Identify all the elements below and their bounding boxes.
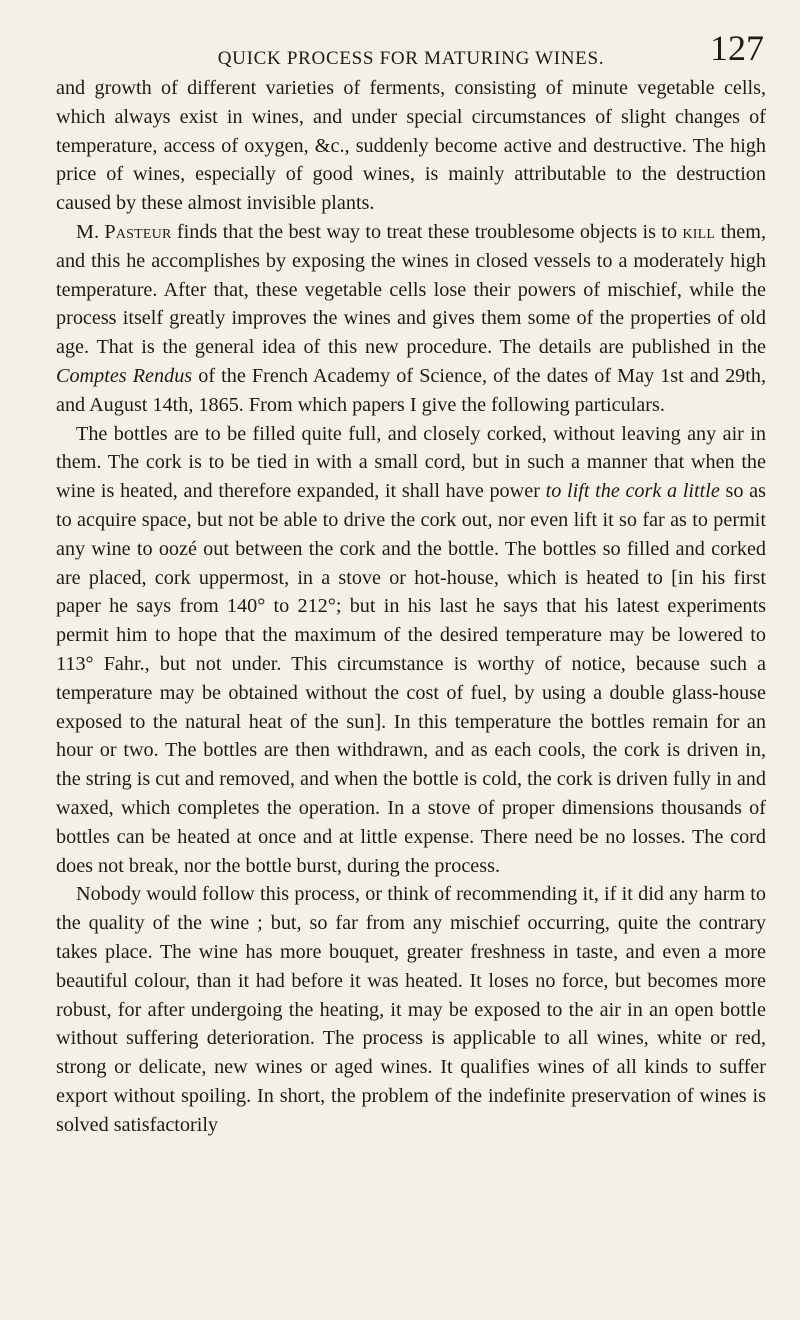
italic-text: to lift the cork a little (545, 480, 720, 503)
text-run: finds that the best way to treat these troublesome objects is to (171, 220, 683, 243)
paragraph (56, 74, 766, 218)
page-number: 127 (710, 28, 764, 68)
body-text (56, 74, 766, 1139)
text-run: The bottles are to be filled quite full, and closely corked, without leaving any air in them. The cork is to be tied in with a small cord, but in such a manner that when the wine is heated, and therefore expanded, it shall have power (56, 422, 766, 503)
small-caps-text: Pasteur (104, 220, 172, 243)
text-run: so as to acquire space, but not be able to drive the cork out, nor even lift it so far as to permit any wine to oozé out between the cork and the bottle. The bottles so filled and corked are placed, cork uppermost, in a stove or hot-house, which is heated to [in his first paper he says from 140° to 212°; but in his last he says that his latest experiments permit him to hope that the maximum of the desired temperature may be lowered to 113° Fahr., but not under. This circumstance is worthy of notice, because such a temperature may be obtained without the cost of fuel, by using a double glass-house exposed to the natural heat of the sun]. In this temperature the bottles remain for an hour or two. The bottles are then withdrawn, and as each cools, the cork is driven in, the string is cut and removed, and when the bottle is cold, the cork is driven fully in and waxed, which completes the operation. In a stove of proper dimensions thousands of bottles can be heated at once and at little expense. There need be no losses. The cord does not break, nor the bottle burst, during the process. (56, 480, 766, 877)
paragraph (56, 218, 766, 420)
paragraph (56, 880, 766, 1139)
text-run: of the French Academy of Science, of the dates of May 1st and 29th, and August 14th, 1865. From which papers I give the following particulars. (56, 364, 767, 416)
page-header (56, 18, 766, 74)
running-title: QUICK PROCESS FOR MATURING WINES. (217, 48, 605, 69)
text-run: Nobody would follow this process, or think of recommending it, if it did any harm to the quality of the wine ; but, so far from any mischief occurring, quite the contrary takes place. The wine has more bouquet, greater freshness in taste, and even a more beautiful colour, than it had before it was heated. It loses no force, but becomes more robust, for after undergoing the heating, it may be exposed to the air in an open bottle without suffering deterioration. The process is applicable to all wines, white or red, strong or delicate, new wines or aged wines. It qualifies wines of all kinds to suffer export without spoiling. In short, the problem of the indefinite preservation of wines is solved satisfactorily (56, 883, 766, 1136)
italic-text: Comptes Rendus (56, 364, 193, 387)
paragraph (56, 420, 766, 881)
text-run: and growth of different varieties of ferments, consisting of minute vegetable cells, which always exist in wines, and under special circumstances of slight changes of temperature, access of oxygen, &c., suddenly become active and destructive. The high price of wines, especially of good wines, is mainly attributable to the destruction caused by these almost invisible plants. (56, 77, 766, 215)
text-run: M. (76, 220, 105, 243)
small-caps-text: kill (682, 220, 716, 243)
text-run: them, and this he accomplishes by exposing the wines in closed vessels to a moderately high temperature. After that, these vegetable cells lose their powers of mischief, while the process itself greatly improves the wines and gives them some of the properties of old age. That is the general idea of this new procedure. The details are published in the (56, 220, 766, 359)
